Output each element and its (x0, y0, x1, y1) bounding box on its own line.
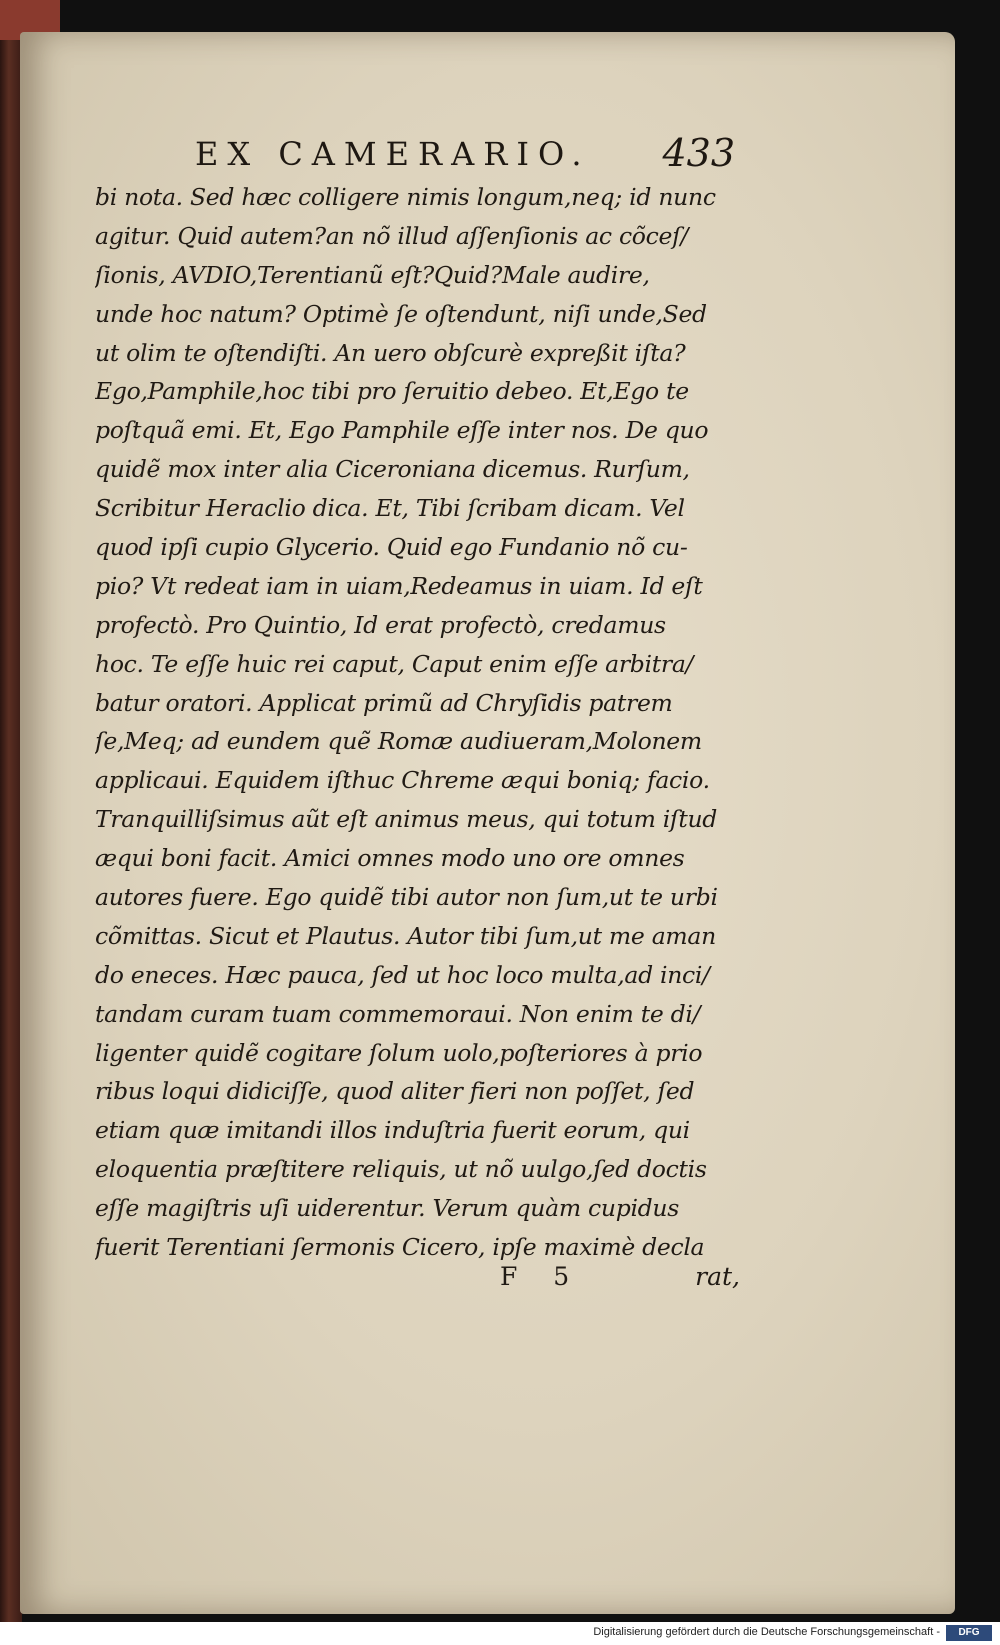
text-line: bi nota. Sed hæc colligere nimis longum,neq; id nunc (95, 183, 716, 211)
text-line: unde hoc natum? Optimè ſe oſtendunt, niſi unde,Sed (95, 299, 707, 328)
text-line: ribus loqui didiciſſe, quod aliter fieri non poſſet, ſed (95, 1077, 695, 1106)
text-line: Ego,Pamphile,hoc tibi pro ſeruitio debeo. Et,Ego te (95, 377, 689, 406)
page-header (195, 131, 735, 179)
text-line: etiam quæ imitandi illos induſtria fuerit eorum, qui (95, 1116, 690, 1145)
text-line: pio? Vt redeat iam in uiam,Redeamus in uiam. Id eſt (95, 571, 703, 600)
text-line: agitur. Quid autem?an nõ illud aſſenſionis ac cõceſ/ (95, 221, 689, 250)
signature-mark: F 5 (500, 1262, 584, 1291)
text-line: fuerit Terentiani ſermonis Cicero, ipſe maximè decla (95, 1233, 705, 1262)
text-line: tandam curam tuam commemoraui. Non enim te di/ (95, 999, 701, 1028)
catchword: rat, (695, 1262, 740, 1291)
book-binding (0, 0, 22, 1645)
text-line: quod ipſi cupio Glycerio. Quid ego Fundanio nõ cu- (95, 533, 688, 562)
footer-bar (0, 1622, 1000, 1645)
text-line: do eneces. Hæc pauca, ſed ut hoc loco multa,ad inci/ (95, 960, 710, 989)
dfg-logo[interactable]: DFG (946, 1625, 992, 1641)
text-line: cõmittas. Sicut et Plautus. Autor tibi ſum,ut me aman (95, 921, 716, 950)
text-line: ſe,Meq; ad eundem quẽ Romæ audiueram,Molonem (95, 727, 702, 756)
text-line: eloquentia præſtitere reliquis, ut nõ uulgo,ſed doctis (95, 1155, 707, 1184)
text-line: ligenter quidẽ cogitare ſolum uolo,poſteriores à prio (95, 1038, 703, 1067)
page-signature (500, 1262, 740, 1302)
text-line: profectò. Pro Quintio, Id erat profectò, credamus (95, 610, 666, 639)
text-line: ſionis, AVDIO,Terentianũ eſt?Quid?Male audire, (95, 260, 650, 289)
text-line: batur oratori. Applicat primũ ad Chryſidis patrem (95, 688, 673, 717)
text-line: poſtquã emi. Et, Ego Pamphile eſſe inter nos. De quo (95, 416, 709, 445)
text-line: Scribitur Heraclio dica. Et, Tibi ſcribam dicam. Vel (95, 494, 685, 523)
footer-credit: Digitalisierung gefördert durch die Deutsche Forschungsgemeinschaft - (593, 1626, 940, 1638)
page-number: 433 (662, 131, 735, 175)
text-line: quidẽ mox inter alia Ciceroniana dicemus. Rurſum, (95, 455, 690, 484)
running-head: EX CAMERARIO. (195, 135, 591, 173)
text-line: ut olim te oſtendiſti. An uero obſcurè expreßit iſta? (95, 338, 686, 367)
text-line: Tranquilliſsimus aũt eſt animus meus, qui totum iſtud (95, 805, 718, 834)
text-line: eſſe magiſtris uſi uiderentur. Verum quàm cupidus (95, 1194, 679, 1223)
text-line: hoc. Te eſſe huic rei caput, Caput enim eſſe arbitra/ (95, 649, 694, 678)
text-line: autores fuere. Ego quidẽ tibi autor non ſum,ut te urbi (95, 883, 718, 912)
text-line: æqui boni facit. Amici omnes modo uno ore omnes (95, 844, 685, 873)
text-block (95, 178, 735, 1267)
text-line: applicaui. Equidem iſthuc Chreme æqui boniq; facio. (95, 766, 710, 795)
